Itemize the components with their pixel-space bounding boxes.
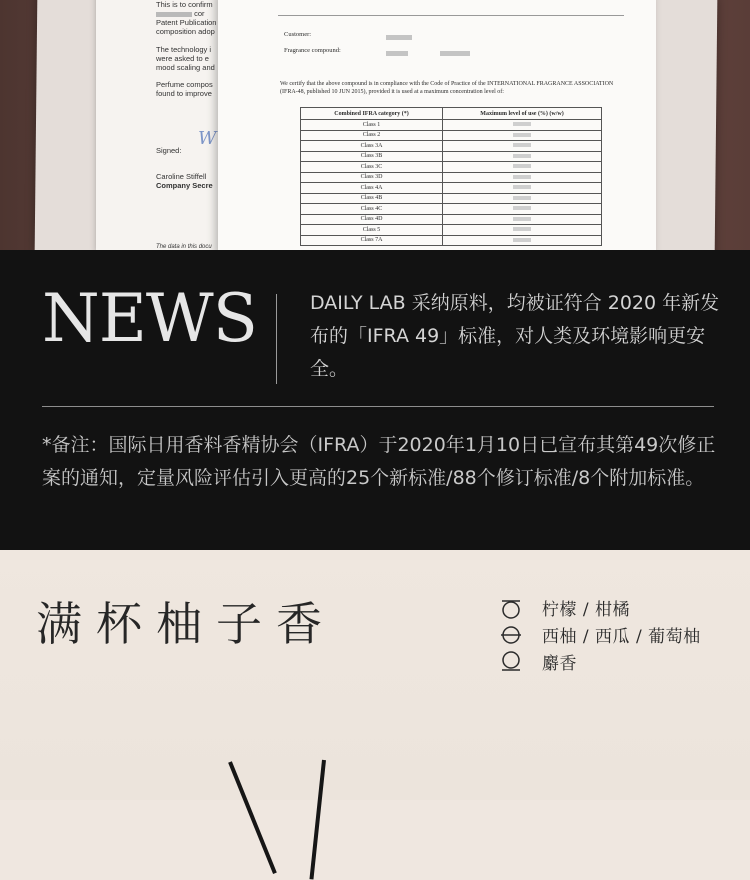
redacted-level [443, 225, 602, 236]
product-heading: 满杯柚子香 [36, 597, 336, 651]
category-cell: Class 7A [301, 235, 443, 246]
redacted-level [443, 120, 602, 131]
category-cell: Class 4A [301, 183, 443, 194]
signer-title: Company Secre [156, 181, 213, 190]
table-row [301, 141, 602, 152]
category-cell: Class 5 [301, 225, 443, 236]
signature: W [198, 128, 217, 149]
letter-line: Perfume compos [156, 80, 213, 89]
base-note-icon [500, 651, 522, 673]
redacted-compound [386, 51, 408, 56]
ifra-certificate [218, 0, 656, 250]
news-divider [276, 294, 277, 384]
redacted-level [443, 193, 602, 204]
category-cell: Class 3A [301, 141, 443, 152]
base-note-text: 麝香 [542, 654, 577, 674]
top-note-text: 柠檬 / 柑橘 [542, 600, 631, 620]
category-cell: Class 4B [301, 193, 443, 204]
category-cell: Class 3C [301, 162, 443, 173]
redacted-customer [386, 35, 412, 40]
letter-line: were asked to e [156, 54, 209, 63]
ifra-category-table [300, 107, 602, 246]
letter-line: This is to confirm [156, 0, 213, 9]
table-header-row [301, 108, 602, 120]
table-row [301, 183, 602, 194]
table-row [301, 214, 602, 225]
table-row [301, 120, 602, 131]
title-divider [278, 15, 624, 16]
news-rule [42, 406, 714, 407]
category-cell: Class 4C [301, 204, 443, 215]
letter-line: Patent Publication [156, 18, 217, 27]
letter-line [156, 9, 205, 18]
redacted-level [443, 183, 602, 194]
redacted-text [156, 12, 192, 17]
table-row [301, 130, 602, 141]
certificate-photo [0, 0, 750, 250]
category-cell: Class 4D [301, 214, 443, 225]
redacted-level [443, 204, 602, 215]
top-note-icon [500, 597, 522, 619]
product-section [0, 550, 750, 800]
redacted-compound [440, 51, 470, 56]
category-cell: Class 1 [301, 120, 443, 131]
table-row [301, 151, 602, 162]
letter-line: found to improve [156, 89, 212, 98]
letter-fragment: cor [194, 9, 205, 18]
category-cell: Class 2 [301, 130, 443, 141]
middle-note [500, 621, 701, 648]
letter-line: mood scaling and [156, 63, 215, 72]
table-header: Combined IFRA category (*) [301, 108, 443, 120]
top-note [500, 594, 701, 621]
letter-line: composition adop [156, 27, 215, 36]
redacted-level [443, 214, 602, 225]
redacted-level [443, 151, 602, 162]
category-cell: Class 3B [301, 151, 443, 162]
compound-label: Fragrance compound: [284, 47, 341, 54]
table-row [301, 204, 602, 215]
redacted-level [443, 130, 602, 141]
letter-line: The technology i [156, 45, 212, 54]
table-header: Maximum level of use (%) (w/w) [443, 108, 602, 120]
table-row [301, 225, 602, 236]
redacted-level [443, 235, 602, 246]
redacted-level [443, 172, 602, 183]
middle-note-icon [500, 624, 522, 646]
base-note [500, 648, 701, 675]
table-row [301, 235, 602, 246]
table-row [301, 193, 602, 204]
letter-footer: The data in this docu [156, 244, 212, 250]
table-row [301, 172, 602, 183]
news-title: NEWS [42, 280, 257, 357]
fragrance-notes [500, 594, 701, 675]
signer-name: Caroline Stiffell [156, 172, 207, 181]
news-footnote: *备注：国际日用香料香精协会（IFRA）于2020年1月10日已宣布其第49次修正案的通知，定量风险评估引入更高的25个新标准/88个修订标准/8个附加标准。 [42, 434, 716, 489]
customer-label: Customer: [284, 31, 312, 38]
table-row [301, 162, 602, 173]
certificate-statement: We certify that the above compound is in compliance with the Code of Practice of the INTERNATIONAL FRAGRANCE ASSOCIATION (IFRA-48, published 10 JUN 2015), provided it is used at a maximum concentration level of: [280, 81, 614, 95]
redacted-level [443, 162, 602, 173]
signed-label: Signed: [156, 146, 182, 155]
category-cell: Class 3D [301, 172, 443, 183]
redacted-level [443, 141, 602, 152]
middle-note-text: 西柚 / 西瓜 / 葡萄柚 [542, 627, 701, 647]
news-description: DAILY LAB 采纳原料，均被证符合 2020 年新发布的「IFRA 49」标准，对人类及环境影响更安全。 [310, 292, 720, 380]
